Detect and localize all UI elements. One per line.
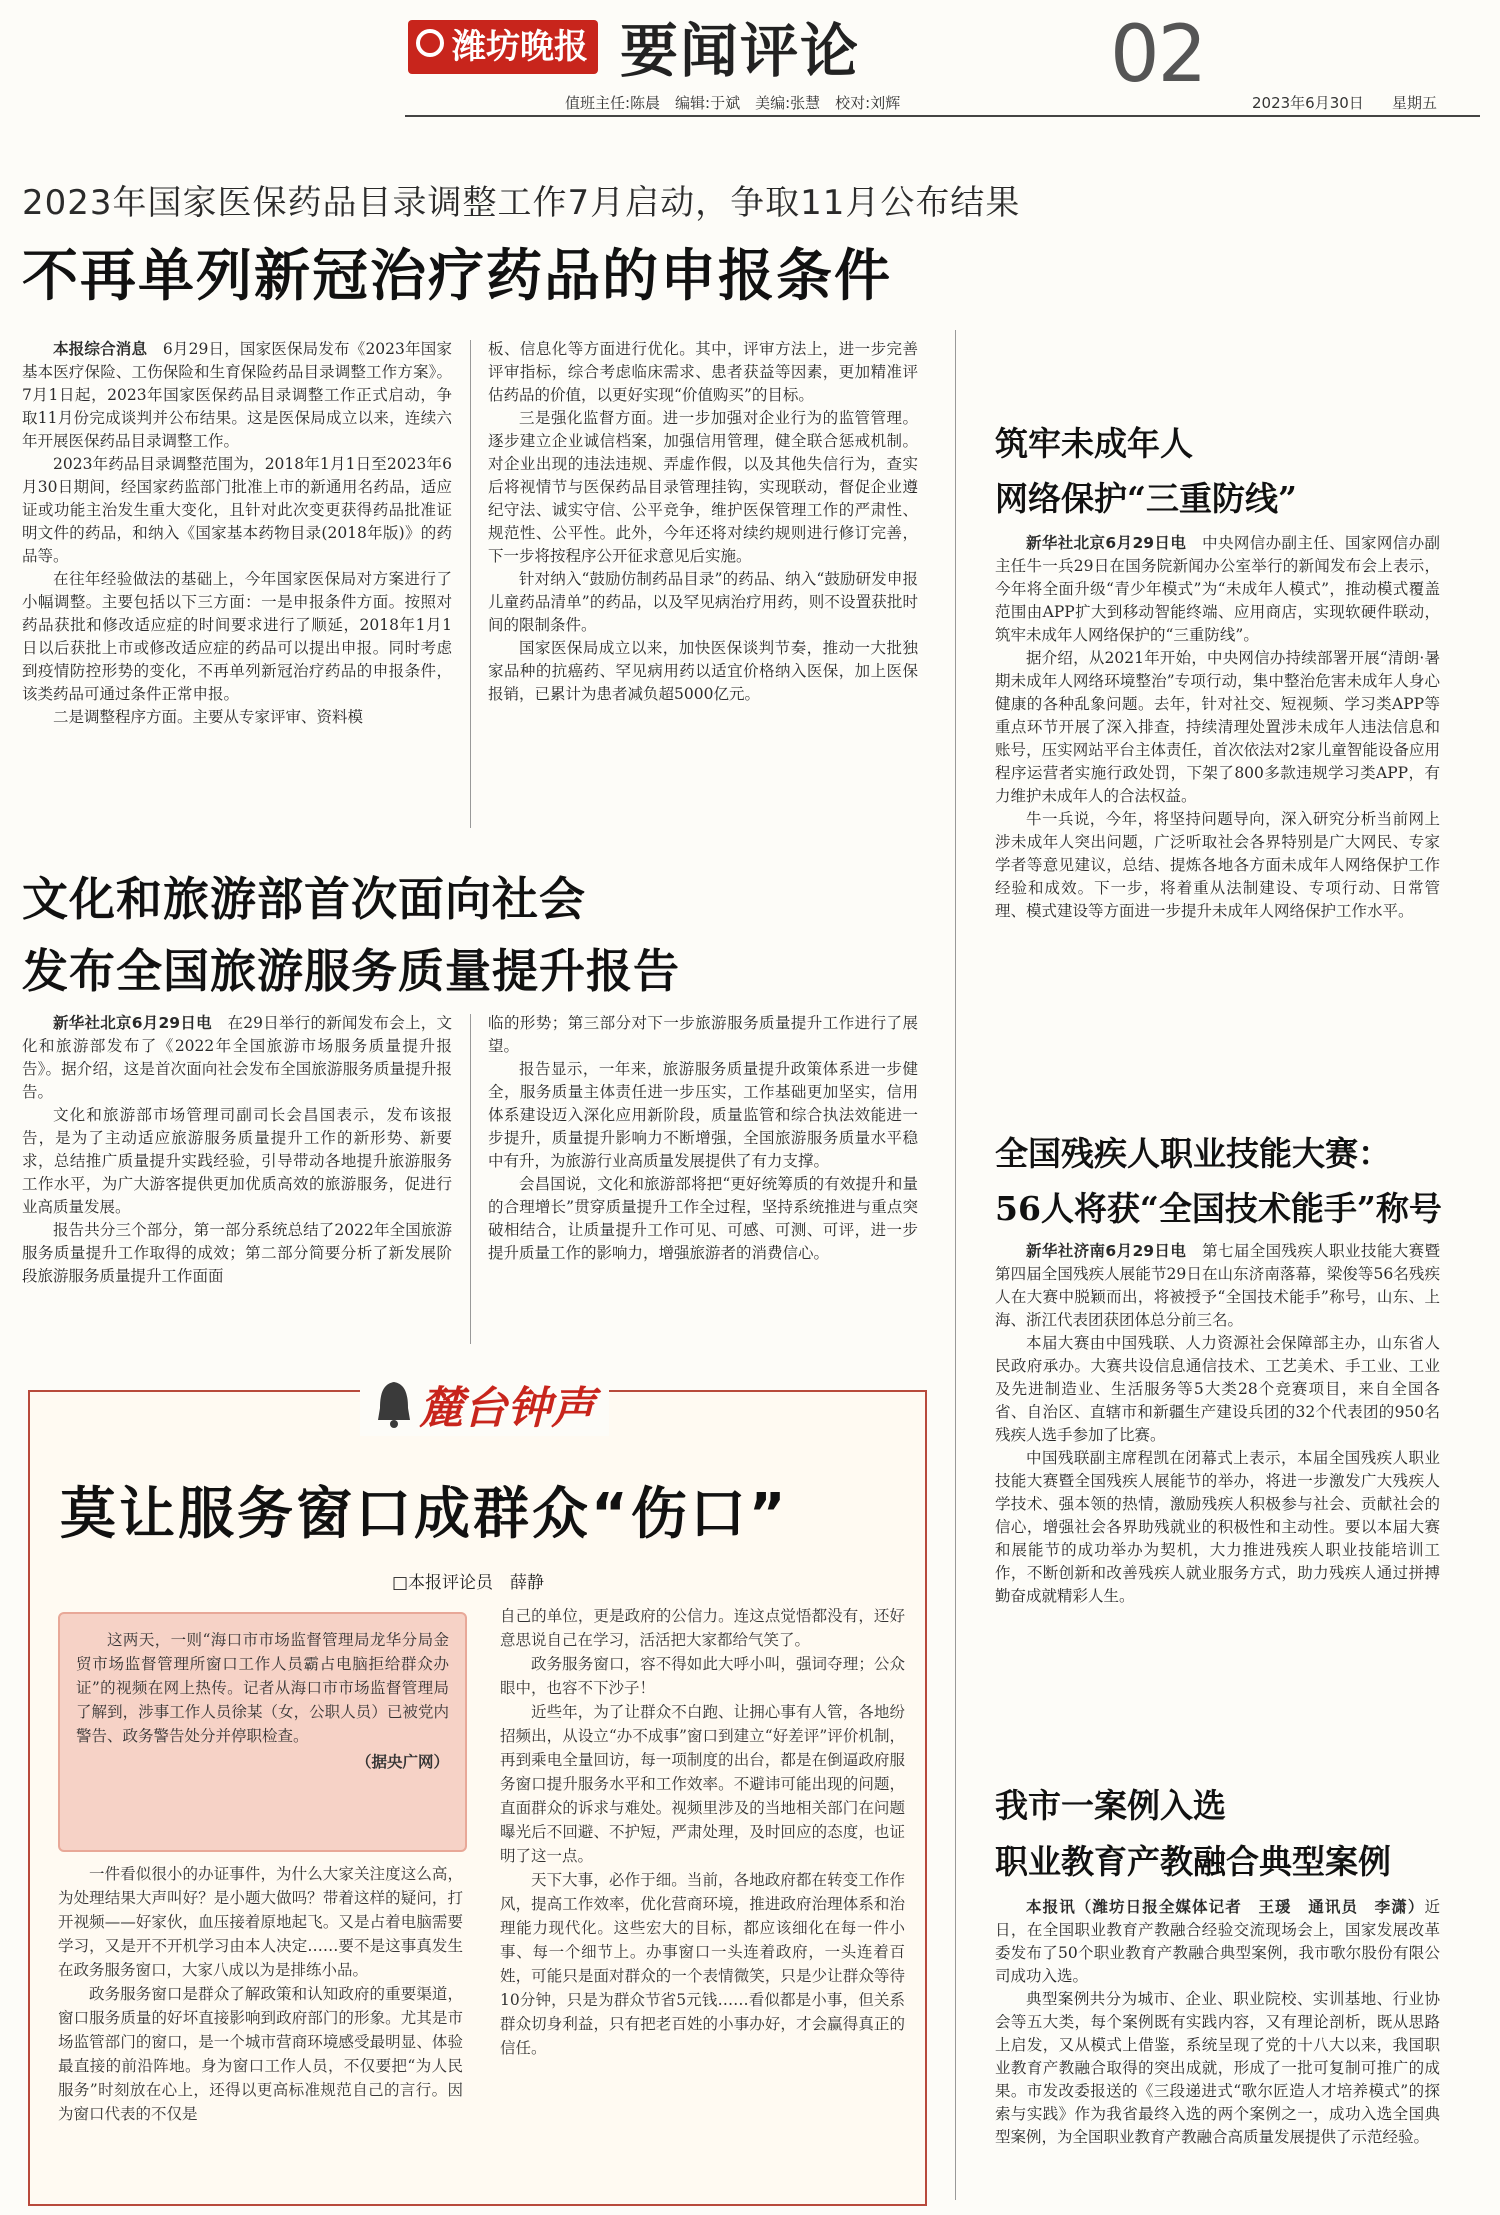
page-number: 02 (1110, 10, 1206, 100)
quote-text: 这两天，一则“海口市市场监督管理局龙华分局金贸市场监督管理所窗口工作人员霸占电脑拒给群众办证”的视频在网上热传。记者从海口市市场监督管理局了解到，涉事工作人员徐某（女，公职人员）已被党内警告、政务警告处分并停职检查。 (76, 1631, 449, 1745)
story4-paragraph: 本届大赛由中国残联、人力资源社会保障部主办，山东省人民政府承办。大赛共设信息通信技术、工艺美术、手工业、工业及先进制造业、生活服务等5大类28个竞赛项目，来自全国各省、自治区、直辖市和新疆生产建设兵团的32个代表团的950名残疾人选手参加了比赛。 (995, 1334, 1440, 1444)
column-divider (470, 340, 471, 828)
story1-paragraph: 2023年药品目录调整范围为，2018年1月1日至2023年6月30日期间，经国家药监部门批准上市的新通用名药品，适应证或功能主治发生重大变化，且针对此次变更获得药品批准证明文件的药品，和纳入《国家基本药物目录(2018年版)》的药品等。 (22, 455, 452, 565)
story5-headline-line2: 职业教育产教融合典型案例 (995, 1842, 1391, 1881)
story3-headline-line2: 网络保护“三重防线” (995, 479, 1297, 518)
story2-headline-line1: 文化和旅游部首次面向社会 (22, 872, 586, 926)
column-paragraph: 政务服务窗口是群众了解政策和认知政府的重要渠道，窗口服务质量的好坏直接影响到政府部门的形象。尤其是市场监管部门的窗口，是一个城市营商环境感受最明显、体验最直接的前沿阵地。身为窗口工作人员，不仅要把“为人民服务”时刻放在心上，还得以更高标准规范自己的言行。因为窗口代表的不仅是 (58, 1985, 463, 2123)
story5-headline-line1: 我市一案例入选 (995, 1786, 1226, 1825)
story1-paragraph: 二是调整程序方面。主要从专家评审、资料模 (53, 708, 364, 726)
story2-paragraph: 报告显示，一年来，旅游服务质量提升政策体系进一步健全，服务质量主体责任进一步压实，工作基础更加坚实，信用体系建设迈入深化应用新阶段，质量监管和综合执法效能进一步提升，质量提升影响力不断增强，全国旅游服务质量水平稳中有升，为旅游行业高质量发展提供了有力支撑。 (488, 1060, 918, 1170)
story3-paragraph: 据介绍，从2021年开始，中央网信办持续部署开展“清朗·暑期未成年人网络环境整治”专项行动，集中整治危害未成年人身心健康的各种乱象问题。去年，针对社交、短视频、学习类APP等重点环节开展了深入排查，持续清理处置涉未成年人违法信息和账号，压实网站平台主体责任，首次依法对2家儿童智能设备应用程序运营者实施行政处罚，下架了800多款违规学习类APP，有力维护未成年人的合法权益。 (995, 649, 1440, 805)
issue-weekday: 星期五 (1392, 94, 1438, 112)
right-column-divider (955, 330, 956, 2200)
column-byline: □本报评论员 薛静 (392, 1573, 545, 1593)
section-title: 要闻评论 (620, 17, 861, 85)
story2-paragraph: 临的形势；第三部分对下一步旅游服务质量提升工作进行了展望。 (488, 1014, 918, 1055)
story1-paragraph: 针对纳入“鼓励仿制药品目录”的药品、纳入“鼓励研发申报儿童药品清单”的药品，以及罕见病治疗用药，则不设置获批时间的限制条件。 (488, 570, 918, 634)
column-paragraph: 自己的单位，更是政府的公信力。连这点觉悟都没有，还好意思说自己在学习，活活把大家都给气笑了。 (500, 1607, 905, 1649)
story2-paragraph: 在29日举行的新闻发布会上，文化和旅游部发布了《2022年全国旅游市场服务质量提升报告》。据介绍，这是首次面向社会发布全国旅游服务质量提升报告。 (22, 1014, 452, 1101)
story2-column-2 (488, 1012, 918, 1265)
story1-paragraph: 6月29日，国家医保局发布《2023年国家基本医疗保险、工伤保险和生育保险药品目录调整工作方案》。7月1日起，2023年国家医保药品目录调整工作正式启动，争取11月份完成谈判并公布结果。这是医保局成立以来，连续六年开展医保药品目录调整工作。 (22, 340, 452, 450)
column-text-2 (500, 1604, 905, 2060)
story5-dateline: 本报讯（潍坊日报全媒体记者 王瑗 通讯员 李潇） (1026, 1898, 1425, 1916)
story1-dateline: 本报综合消息 (53, 340, 148, 358)
masthead-rule (405, 115, 1480, 117)
issue-date: 2023年6月30日 (1252, 94, 1364, 112)
column-paragraph: 一件看似很小的办证事件，为什么大家关注度这么高，为处理结果大声叫好？是小题大做吗？带着这样的疑问，打开视频——好家伙，血压接着原地起飞。又是占着电脑需要学习，又是开不开机学习由本人决定……要不是这事真发生在政务服务窗口，大家八成以为是排练小品。 (58, 1865, 463, 1979)
story4-headline-line2: 56人将获“全国技术能手”称号 (995, 1189, 1442, 1228)
column-name: 麓台钟声 (419, 1383, 596, 1434)
story3-body (995, 532, 1440, 923)
story1-paragraph: 在往年经验做法的基础上，今年国家医保局对方案进行了小幅调整。主要包括以下三方面：一是申报条件方面。按照对药品获批和修改适应症的时间要求进行了顺延，2018年1月1日以后获批上市或修改适应症的药品可以提出申报。同时考虑到疫情防控形势的变化，不再单列新冠治疗药品的申报条件，该类药品可通过条件正常申报。 (22, 570, 452, 703)
story1-column-2 (488, 338, 918, 706)
story1-kicker: 2023年国家医保药品目录调整工作7月启动，争取11月公布结果 (22, 183, 1021, 223)
story4-paragraph: 中国残联副主席程凯在闭幕式上表示，本届全国残疾人职业技能大赛暨全国残疾人展能节的举办，将进一步激发广大残疾人学技术、强本领的热情，激励残疾人积极参与社会、贡献社会的信心，增强社会各界助残就业的积极性和主动性。要以本届大赛和展能节的成功举办为契机，大力推进残疾人职业技能培训工作，不断创新和改善残疾人就业服务方式，助力残疾人通过拼搏勤奋成就精彩人生。 (995, 1449, 1440, 1605)
story3-paragraph: 中央网信办副主任、国家网信办副主任牛一兵29日在国务院新闻办公室举行的新闻发布会上表示，今年将全面升级“青少年模式”为“未成年人模式”，推动模式覆盖范围由APP扩大到移动智能终端、应用商店，实现软硬件联动，筑牢未成年人网络保护的“三重防线”。 (995, 534, 1440, 644)
story1-headline: 不再单列新冠治疗药品的申报条件 (22, 244, 892, 309)
story5-paragraph: 典型案例共分为城市、企业、职业院校、实训基地、行业协会等五大类，每个案例既有实践内容，又有理论剖析，既从思路上启发，又从模式上借鉴，系统呈现了党的十八大以来，我国职业教育产教融合取得的突出成就，形成了一批可复制可推广的成果。市发改委报送的《三段递进式“歌尔匠造人才培养模式”的探索与实践》作为我省最终入选的两个案例之一，成功入选全国典型案例，为全国职业教育产教融合高质量发展提供了示范经验。 (995, 1990, 1440, 2146)
story2-column-1 (22, 1012, 452, 1288)
story2-paragraph: 文化和旅游部市场管理司副司长会昌国表示，发布该报告，是为了主动适应旅游服务质量提升工作的新形势、新要求，总结推广质量提升实践经验，引导带动各地提升旅游服务工作水平，为广大游客提供更加优质高效的旅游服务，促进行业高质量发展。 (22, 1106, 452, 1216)
column-paragraph: 天下大事，必作于细。当前，各地政府都在转变工作作风，提高工作效率，优化营商环境，推进政府治理体系和治理能力现代化。这些宏大的目标，都应该细化在每一件小事、每一个细节上。办事窗口一头连着政府，一头连着百姓，可能只是面对群众的一个表情微笑，只是少让群众等待10分钟，只是为群众节省5元钱……看似都是小事，但关系群众切身利益，只有把老百姓的小事办好，才会赢得真正的信任。 (500, 1871, 905, 2057)
story4-body (995, 1240, 1440, 1608)
story2-paragraph: 会昌国说，文化和旅游部将把“更好统筹质的有效提升和量的合理增长”贯穿质量提升工作全过程，坚持系统推进与重点突破相结合，让质量提升工作可见、可感、可测、可评，进一步提升质量工作的影响力，增强旅游者的消费信心。 (488, 1175, 918, 1262)
story3-paragraph: 牛一兵说，今年，将坚持问题导向，深入研究分析当前网上涉未成年人突出问题，广泛听取社会各界特别是广大网民、专家学者等意见建议，总结、提炼各地各方面未成年人网络保护工作经验和成效。下一步，将着重从法制建设、专项行动、日常管理、模式建设等方面进一步提升未成年人网络保护工作水平。 (995, 810, 1440, 920)
story3-dateline: 新华社北京6月29日电 (1026, 534, 1187, 552)
bell-icon (374, 1378, 414, 1430)
story4-headline-line1: 全国残疾人职业技能大赛： (995, 1134, 1391, 1173)
quote-box (58, 1612, 467, 1852)
column-divider (470, 1014, 471, 1344)
story1-paragraph: 国家医保局成立以来，加快医保谈判节奏，推动一大批独家品种的抗癌药、罕见病用药以适宜价格纳入医保，加上医保报销，已累计为患者减负超5000亿元。 (488, 639, 918, 703)
page-credits: 值班主任:陈晨 编辑:于斌 美编:张慧 校对:刘辉 (565, 94, 901, 112)
story5-paragraph: 近日，在全国职业教育产教融合经验交流现场会上，国家发展改革委发布了50个职业教育产教融合典型案例，我市歌尔股份有限公司成功入选。 (995, 1898, 1440, 1985)
story2-paragraph: 报告共分三个部分，第一部分系统总结了2022年全国旅游服务质量提升工作取得的成效；第二部分简要分析了新发展阶段旅游服务质量提升工作面面 (22, 1221, 452, 1285)
column-paragraph: 近些年，为了让群众不白跑、让拥心事有人管，各地纷招频出，从设立“办不成事”窗口到建立“好差评”评价机制，再到乘电全量回访，每一项制度的出台，都是在倒逼政府服务窗口提升服务水平和工作效率。不避讳可能出现的问题，直面群众的诉求与难处。视频里涉及的当地相关部门在问题曝光后不回避、不护短，严肃处理，及时回应的态度，也证明了这一点。 (500, 1703, 905, 1865)
quote-source: （据央广网） (355, 1752, 449, 1771)
column-logo (360, 1372, 609, 1436)
column-text-1 (58, 1862, 463, 2126)
story4-dateline: 新华社济南6月29日电 (1026, 1242, 1187, 1260)
paper-name: 潍坊晚报 (452, 27, 588, 67)
column-headline: 莫让服务窗口成群众“伤口” (60, 1482, 789, 1547)
story1-paragraph: 三是强化监督方面。进一步加强对企业行为的监管管理。逐步建立企业诚信档案，加强信用管理，健全联合惩戒机制。对企业出现的违法违规、弄虚作假，以及其他失信行为，查实后将视情节与医保药品目录管理挂钩，实现联动，督促企业遵纪守法、诚实守信、公平竞争，维护医保管理工作的严肃性、规范性、公平性。此外，今年还将对续约规则进行修订完善，下一步将按程序公开征求意见后实施。 (488, 409, 918, 565)
story1-paragraph: 板、信息化等方面进行优化。其中，评审方法上，进一步完善评审指标，综合考虑临床需求、患者获益等因素，更加精准评估药品的价值，以更好实现“价值购买”的目标。 (488, 340, 918, 404)
paper-logo (408, 20, 598, 74)
story5-body (995, 1896, 1440, 2149)
story1-column-1 (22, 338, 452, 729)
logo-mark-icon (416, 29, 444, 57)
story4-paragraph: 第七届全国残疾人职业技能大赛暨第四届全国残疾人展能节29日在山东济南落幕，梁俊等56名残疾人在大赛中脱颖而出，将被授予“全国技术能手”称号，山东、上海、浙江代表团获团体总分前三名。 (995, 1242, 1440, 1329)
story3-headline-line1: 筑牢未成年人 (995, 424, 1193, 463)
story2-headline-line2: 发布全国旅游服务质量提升报告 (22, 944, 680, 998)
story2-dateline: 新华社北京6月29日电 (53, 1014, 212, 1032)
column-paragraph: 政务服务窗口，容不得如此大呼小叫，强词夺理；公众眼中，也容不下沙子！ (500, 1655, 905, 1697)
